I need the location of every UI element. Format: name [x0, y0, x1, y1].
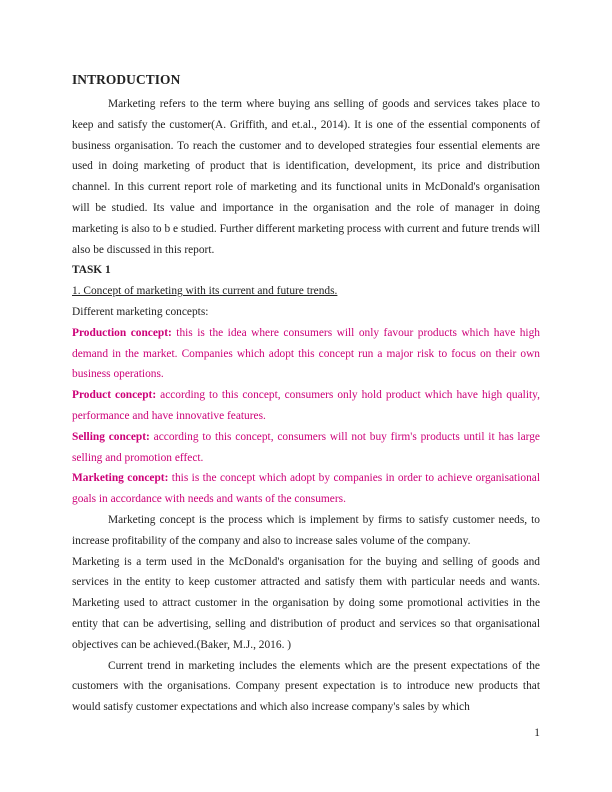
concept-selling: [72, 427, 540, 469]
subheading: [72, 281, 540, 302]
concept-product: [72, 385, 540, 427]
intro-paragraph: Marketing refers to the term where buying ans selling of goods and services takes place to keep and satisfy the customer(A. Griffith, and et.al., 2014). It is one of the essential components of business organisation. To reach the customer and to developed strategies four essential elements are used in doing marketing of product that is identification, development, its price and distribution channel. In this current report role of marketing and its functional units in McDonald's organisation will be studied. Its value and importance in the organisation and the role of manager in doing marketing is also to b e studied. Further different marketing process with current and future trends will also be discussed in this report.: [72, 98, 540, 256]
section-heading: INTRODUCTION: [72, 72, 181, 87]
task-title: TASK 1: [72, 264, 111, 277]
concept-marketing: [72, 468, 540, 510]
document-page: [72, 71, 540, 718]
subheading-text: 1. Concept of marketing with its current and future trends.: [72, 285, 338, 298]
concept-label: Production concept:: [72, 326, 172, 339]
concepts-intro: Different marketing concepts:: [72, 305, 209, 318]
concept-text: according to this concept, consumers only hold product which have high quality, performance and have innovative features.: [72, 389, 540, 422]
current-trend-paragraph: Current trend in marketing includes the elements which are the present expectations of the customers with the organisations. Company present expectation is to introduce new products that would satisfy customer expectations and which also increase company's sales by which: [72, 659, 540, 714]
concept-text: this is the concept which adopt by companies in order to achieve organisational goals in accordance with needs and wants of the consumers.: [72, 472, 540, 506]
page-number: 1: [534, 727, 540, 739]
mcdonalds-paragraph: Marketing is a term used in the McDonald's organisation for the buying and selling of goods and services in the entity to keep customer attracted and satisfy them with particular needs and wants. Marketing used to attract customer in the organisation by doing some promotional activities in the entity that can be advertising, selling and distribution of product and services so that organisational objectives can be achieved.(Baker, M.J., 2016. ): [72, 555, 540, 651]
concept-production: [72, 323, 540, 385]
concept-text: according to this concept, consumers will not buy firm's products until it has large selling and promotion effect.: [72, 430, 540, 464]
concept-label: Selling concept:: [72, 430, 150, 443]
marketing-concept-paragraph: Marketing concept is the process which is implement by firms to satisfy customer needs, to increase profitability of the company and also to increase sales volume of the company.: [72, 513, 540, 547]
concept-label: Product concept:: [72, 389, 157, 402]
concept-label: Marketing concept:: [72, 472, 169, 485]
concept-text: this is the idea where consumers will only favour products which have high demand in the market. Companies which adopt this concept run a major risk to focus on their own business operations.: [72, 326, 540, 381]
